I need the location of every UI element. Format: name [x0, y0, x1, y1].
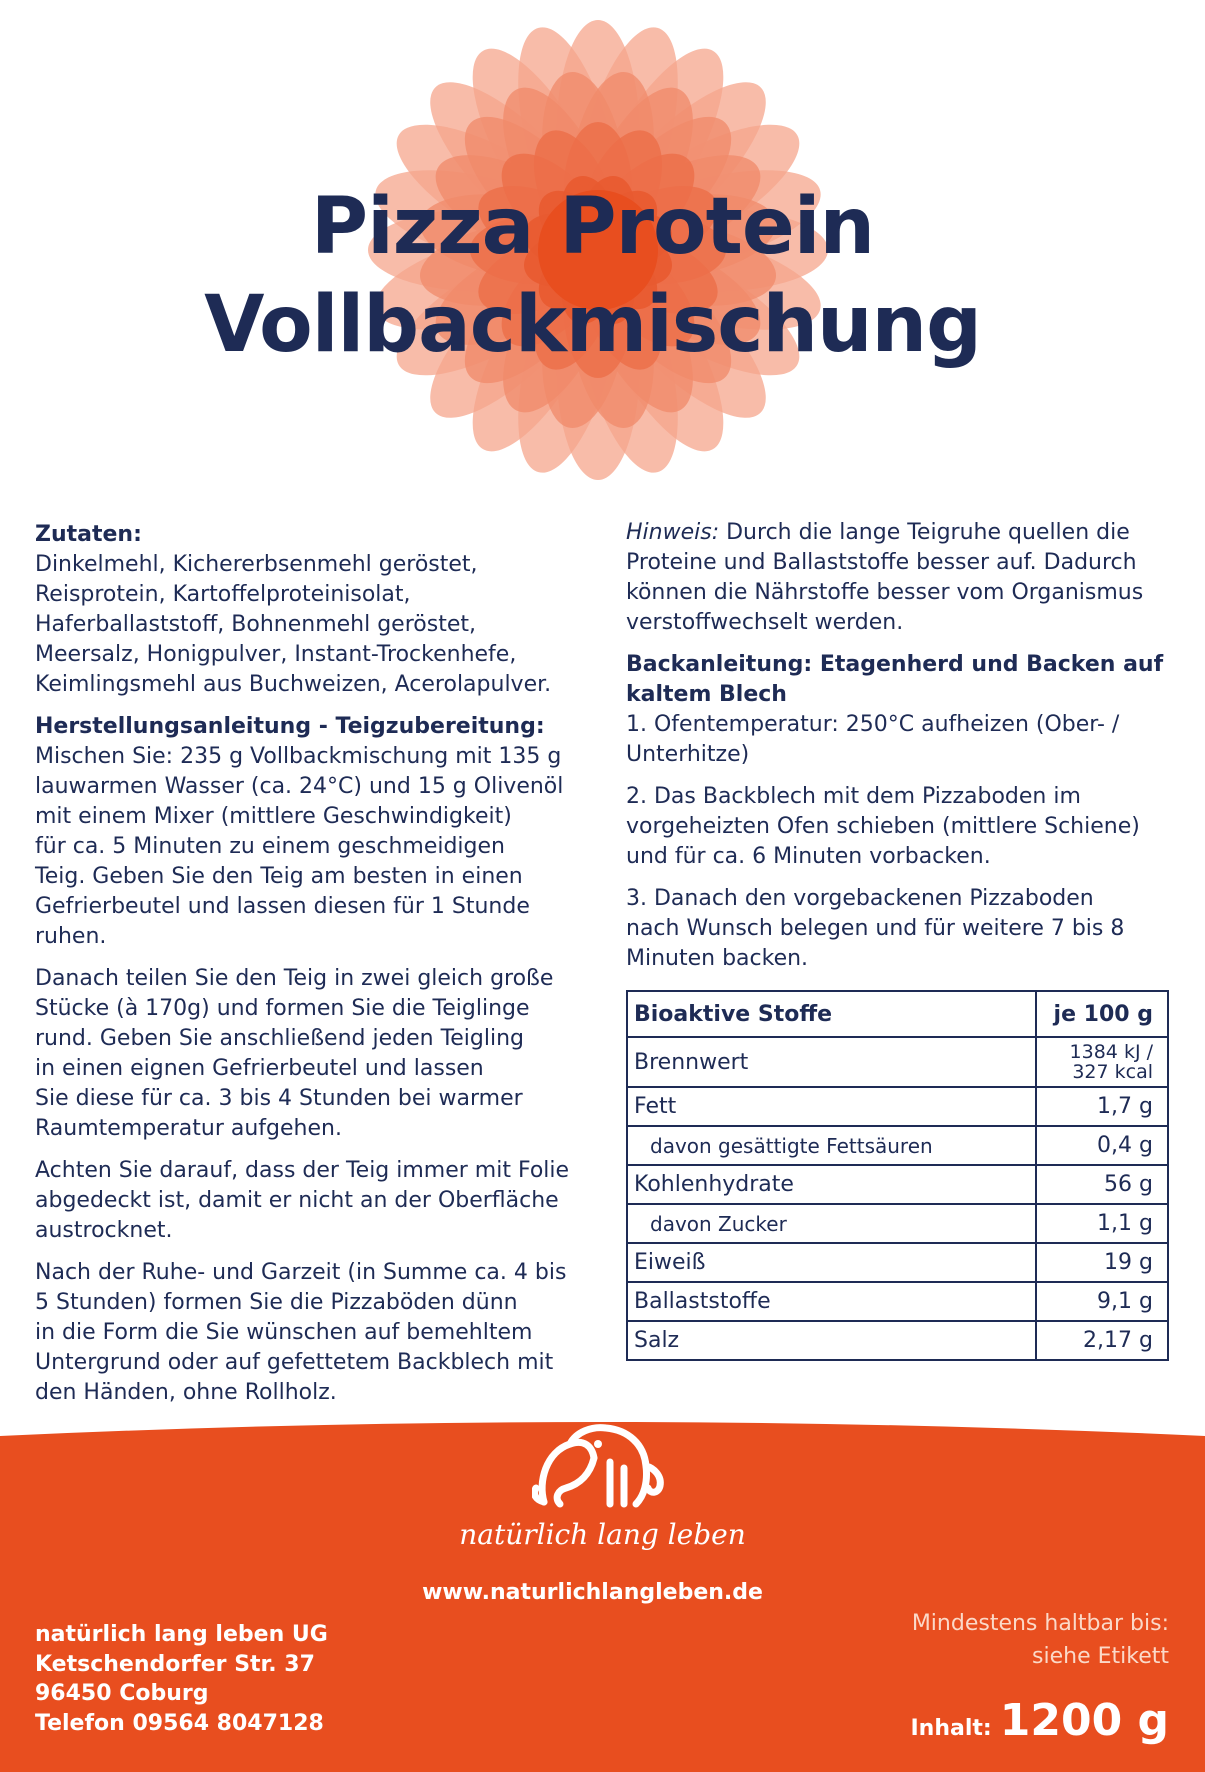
- baking-step-3: Minuten backen.: [626, 946, 809, 971]
- baking-step-2: 2. Das Backblech mit dem Pizzaboden im: [626, 784, 1081, 809]
- preparation-line: Mischen Sie: 235 g Vollbackmischung mit 135 g: [35, 744, 562, 769]
- preparation-line: Nach der Ruhe- und Garzeit (in Summe ca. 4 bis: [35, 1260, 567, 1285]
- net-content-value: 1200 g: [999, 1695, 1169, 1746]
- company-address: [35, 1620, 328, 1738]
- preparation-heading: Herstellungsanleitung - Teigzubereitung:: [35, 714, 545, 739]
- preparation-line: für ca. 5 Minuten zu einem geschmeidigen: [35, 834, 505, 859]
- baking-step-2-block: [626, 782, 1171, 872]
- nutrient-label: Ballaststoffe: [627, 1282, 1036, 1321]
- preparation-paragraph-4: [35, 1258, 590, 1408]
- preparation-section: [35, 712, 590, 952]
- energy-kj: 1384 kJ /: [1069, 1041, 1153, 1063]
- baking-step-2: und für ca. 6 Minuten vorbacken.: [626, 844, 991, 869]
- preparation-line: Danach teilen Sie den Teig in zwei gleich große: [35, 966, 554, 991]
- preparation-line: Teig. Geben Sie den Teig am besten in einen: [35, 864, 523, 889]
- energy-label: Brennwert: [627, 1037, 1036, 1087]
- nutrition-row: [627, 1282, 1168, 1321]
- nutrition-header-row: [627, 991, 1168, 1037]
- brand-tagline: natürlich lang leben: [459, 1518, 746, 1551]
- ingredients-heading: Zutaten:: [35, 522, 142, 547]
- baking-step-3: nach Wunsch belegen und für weitere 7 bis 8: [626, 916, 1125, 941]
- net-content-label: Inhalt:: [910, 1716, 992, 1741]
- hint-line: Proteine und Ballaststoffe besser auf. Dadurch: [626, 550, 1137, 575]
- nutrient-value: 1,7 g: [1036, 1087, 1168, 1126]
- baking-heading: Backanleitung: Etagenherd und Backen auf: [626, 652, 1164, 677]
- page-title: [0, 178, 1185, 374]
- company-phone: Telefon 09564 8047128: [35, 1710, 324, 1736]
- company-street: Ketschendorfer Str. 37: [35, 1651, 315, 1677]
- nutrient-label: Fett: [627, 1087, 1036, 1126]
- company-name: natürlich lang leben UG: [35, 1622, 328, 1647]
- hint-section: [626, 518, 1171, 638]
- right-column: [626, 518, 1171, 986]
- preparation-line: Achten Sie darauf, dass der Teig immer mit Folie: [35, 1158, 570, 1183]
- preparation-line: 5 Stunden) formen Sie die Pizzaböden dünn: [35, 1290, 518, 1315]
- ingredients-line: Meersalz, Honigpulver, Instant-Trockenhefe,: [35, 642, 517, 667]
- title-line-2: Vollbackmischung: [204, 280, 981, 370]
- preparation-line: in einen eignen Gefrierbeutel und lassen: [35, 1056, 484, 1081]
- ingredients-line: Haferballaststoff, Bohnenmehl geröstet,: [35, 612, 476, 637]
- nutrient-value: 56 g: [1036, 1165, 1168, 1204]
- company-city: 96450 Coburg: [35, 1681, 209, 1706]
- nutrient-value: 2,17 g: [1036, 1321, 1168, 1360]
- nutrient-label: Salz: [627, 1321, 1036, 1360]
- energy-kcal: 327 kcal: [1072, 1061, 1153, 1083]
- nutrition-header-value: je 100 g: [1036, 991, 1168, 1037]
- best-before-value: siehe Etikett: [1032, 1644, 1169, 1669]
- preparation-line: Sie diese für ca. 3 bis 4 Stunden bei warmer: [35, 1086, 523, 1111]
- elephant-logo-icon: [532, 1422, 672, 1512]
- nutrient-value: 1,1 g: [1036, 1204, 1168, 1243]
- best-before: [912, 1607, 1169, 1673]
- net-content: [911, 1695, 1170, 1746]
- hint-label: Hinweis:: [626, 520, 720, 545]
- nutrition-table: [626, 990, 1169, 1361]
- ingredients-line: Reisprotein, Kartoffelproteinisolat,: [35, 582, 411, 607]
- preparation-line: in die Form die Sie wünschen auf bemehltem: [35, 1320, 533, 1345]
- nutrition-header-label: Bioaktive Stoffe: [627, 991, 1036, 1037]
- nutrient-value: 19 g: [1036, 1243, 1168, 1282]
- preparation-paragraph-2: [35, 964, 590, 1144]
- preparation-line: ruhen.: [35, 924, 107, 949]
- nutrition-row: [627, 1126, 1168, 1165]
- best-before-label: Mindestens haltbar bis:: [911, 1611, 1169, 1636]
- preparation-line: abgedeckt ist, damit er nicht an der Oberfläche: [35, 1188, 559, 1213]
- baking-step-1: 1. Ofentemperatur: 250°C aufheizen (Ober- /: [626, 712, 1120, 737]
- nutrition-row: [627, 1321, 1168, 1360]
- baking-step-3-block: [626, 884, 1171, 974]
- baking-step-3: 3. Danach den vorgebackenen Pizzaboden: [626, 886, 1094, 911]
- ingredients-line: Dinkelmehl, Kichererbsenmehl geröstet,: [35, 552, 478, 577]
- nutrition-row: [627, 1165, 1168, 1204]
- baking-step-2: vorgeheizten Ofen schieben (mittlere Schiene): [626, 814, 1140, 839]
- preparation-line: den Händen, ohne Rollholz.: [35, 1380, 337, 1405]
- energy-value: [1036, 1037, 1168, 1087]
- preparation-line: lauwarmen Wasser (ca. 24°C) und 15 g Olivenöl: [35, 774, 564, 799]
- hint-text: Durch die lange Teigruhe quellen die: [719, 520, 1130, 545]
- nutrient-value: 9,1 g: [1036, 1282, 1168, 1321]
- ingredients-section: [35, 520, 590, 700]
- nutrition-row: [627, 1243, 1168, 1282]
- nutrient-label: Kohlenhydrate: [627, 1165, 1036, 1204]
- nutrient-value: 0,4 g: [1036, 1126, 1168, 1165]
- nutrient-label: davon Zucker: [627, 1204, 1036, 1243]
- nutrition-row: [627, 1204, 1168, 1243]
- preparation-line: Stücke (à 170g) und formen Sie die Teiglinge: [35, 996, 530, 1021]
- nutrient-label: Eiweiß: [627, 1243, 1036, 1282]
- title-line-1: Pizza Protein: [310, 182, 875, 272]
- nutrient-label: davon gesättigte Fettsäuren: [627, 1126, 1036, 1165]
- preparation-line: Gefrierbeutel und lassen diesen für 1 Stunde: [35, 894, 530, 919]
- website-link[interactable]: www.naturlichlangleben.de: [422, 1580, 763, 1605]
- ingredients-line: Keimlingsmehl aus Buchweizen, Acerolapulver.: [35, 672, 552, 697]
- preparation-line: austrocknet.: [35, 1218, 173, 1243]
- preparation-paragraph-3: [35, 1156, 590, 1246]
- nutrition-row-energy: [627, 1037, 1168, 1087]
- nutrition-row: [627, 1087, 1168, 1126]
- preparation-line: Raumtemperatur aufgehen.: [35, 1116, 342, 1141]
- baking-section: [626, 650, 1171, 770]
- preparation-line: mit einem Mixer (mittlere Geschwindigkeit): [35, 804, 512, 829]
- preparation-line: rund. Geben Sie anschließend jeden Teigling: [35, 1026, 525, 1051]
- hint-line: verstoffwechselt werden.: [626, 610, 904, 635]
- hint-line: können die Nährstoffe besser vom Organismus: [626, 580, 1144, 605]
- baking-step-1: Unterhitze): [626, 742, 750, 767]
- baking-heading: kaltem Blech: [626, 682, 787, 707]
- left-column: [35, 520, 590, 1420]
- preparation-line: Untergrund oder auf gefettetem Backblech mit: [35, 1350, 554, 1375]
- hint-first-line: [626, 518, 1171, 548]
